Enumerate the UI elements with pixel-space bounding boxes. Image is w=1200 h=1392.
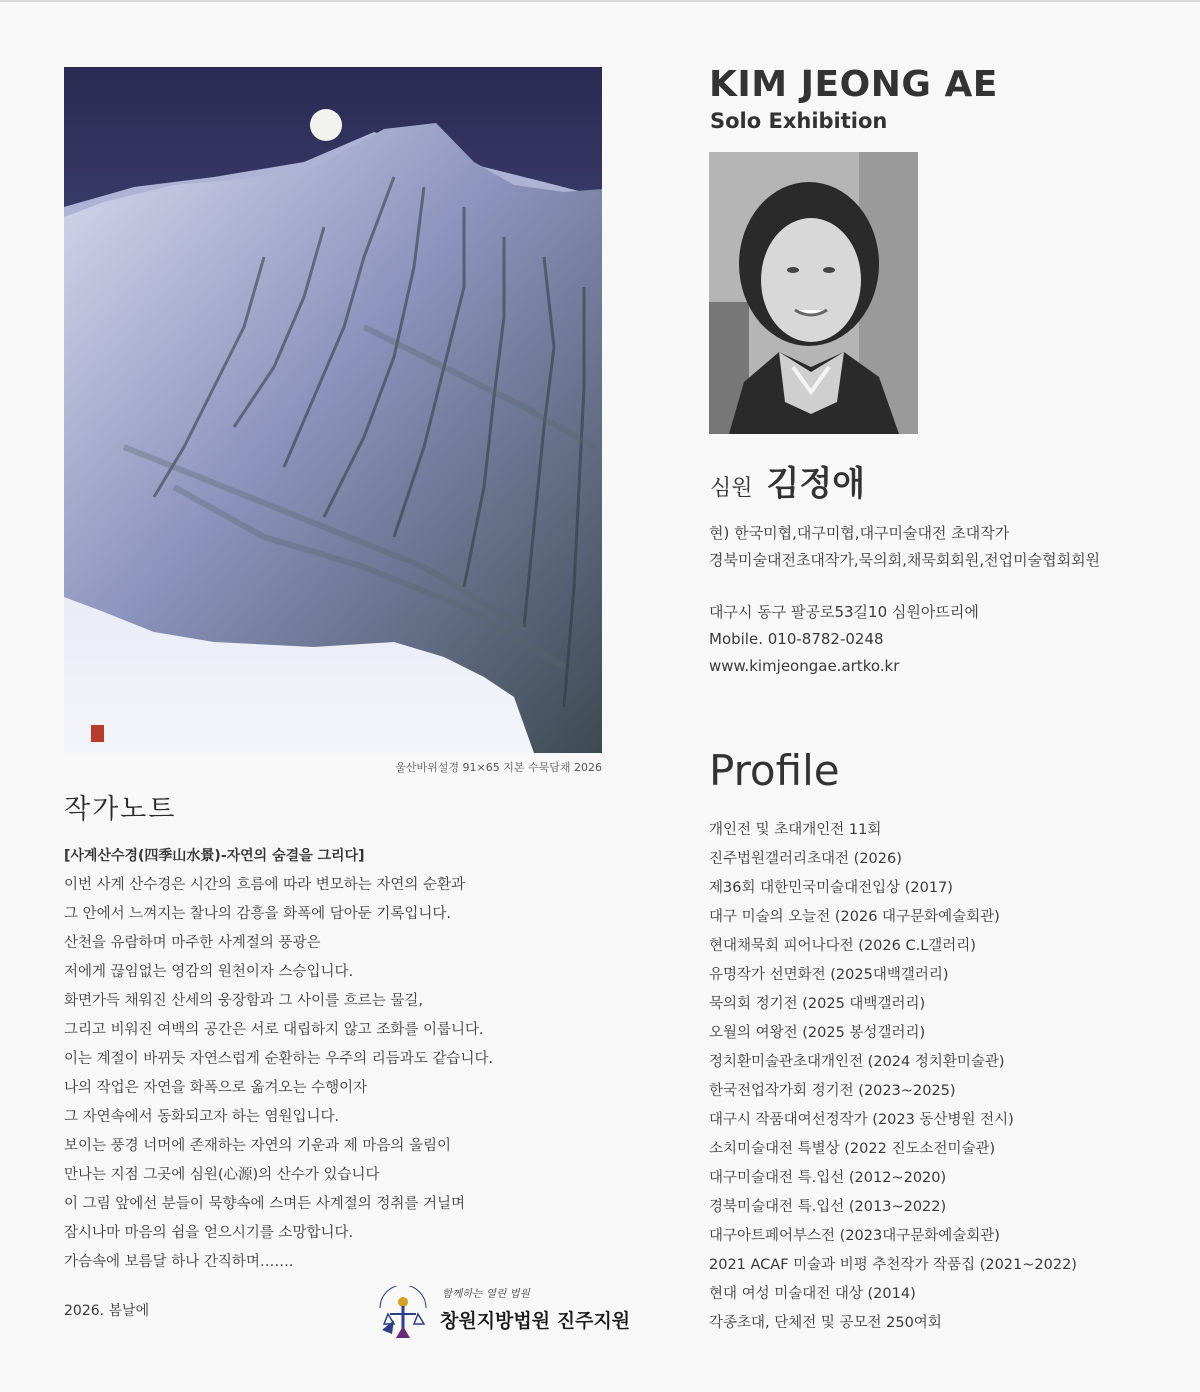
profile-item: 제36회 대한민국미술대전입상 (2017) <box>709 880 953 896</box>
profile-item: 진주법원갤러리초대전 (2026) <box>709 851 902 867</box>
seal-stamp <box>91 725 104 742</box>
profile-item: 오월의 여왕전 (2025 봉성갤러리) <box>709 1025 926 1041</box>
note-line: 만나는 지점 그곳에 심원(心源)의 산수가 있습니다 <box>64 1167 380 1183</box>
note-heading: [사계산수경(四季山水景)-자연의 숨결을 그리다] <box>64 848 365 864</box>
artist-photo <box>709 152 918 434</box>
role-line: 경북미술대전초대작가,묵의회,채묵회회원,전업미술협회회원 <box>709 551 1101 569</box>
painting-image <box>64 67 602 753</box>
artist-pen-name: 심원 <box>710 476 753 501</box>
profile-item: 유명작가 선면화전 (2025대백갤러리) <box>709 967 949 983</box>
artist-name <box>710 456 865 505</box>
note-line: 나의 작업은 자연을 화폭으로 옮겨오는 수행이자 <box>64 1080 368 1096</box>
profile-item: 대구미술대전 특.입선 (2012~2020) <box>709 1170 947 1186</box>
profile-item: 대구 미술의 오늘전 (2026 대구문화예술회관) <box>709 909 1000 925</box>
profile-item: 대구아트페어부스전 (2023대구문화예술회관) <box>709 1228 1000 1244</box>
note-line: 저에게 끊임없는 영감의 원천이자 스승입니다. <box>64 964 354 980</box>
profile-item: 경북미술대전 특.입선 (2013~2022) <box>709 1199 947 1215</box>
note-line: 보이는 풍경 너머에 존재하는 자연의 기운과 제 마음의 울림이 <box>64 1138 452 1154</box>
court-logo <box>374 1284 674 1344</box>
contact-address: 대구시 동구 팔공로53길10 심원아뜨리에 <box>709 603 979 621</box>
role-line: 현) 한국미협,대구미협,대구미술대전 초대작가 <box>709 524 1010 542</box>
exhibition-title: KIM JEONG AE <box>709 64 998 105</box>
note-date: 2026. 봄날에 <box>64 1303 150 1319</box>
profile-item: 현대 여성 미술대전 대상 (2014) <box>709 1286 916 1302</box>
profile-item: 정치환미술관초대개인전 (2024 정치환미술관) <box>709 1054 1005 1070</box>
note-line: 가슴속에 보름달 하나 간직하며……. <box>64 1254 294 1270</box>
artist-contact <box>709 599 979 680</box>
profile-item: 각종초대, 단체전 및 공모전 250여회 <box>709 1315 942 1331</box>
profile-item: 대구시 작품대여선정작가 (2023 동산병원 전시) <box>709 1112 1014 1128</box>
artist-roles <box>709 520 1100 574</box>
exhibition-subtitle: Solo Exhibition <box>710 109 888 133</box>
note-line: 이는 계절이 바뀌듯 자연스럽게 순환하는 우주의 리듬과도 같습니다. <box>64 1051 494 1067</box>
note-line: 이 그림 앞에선 분들이 묵향속에 스며든 사계절의 정취를 거닐며 <box>64 1196 466 1212</box>
profile-item: 소치미술대전 특별상 (2022 진도소전미술관) <box>709 1141 996 1157</box>
profile-item: 2021 ACAF 미술과 비평 추천작가 작품집 (2021~2022) <box>709 1257 1077 1273</box>
note-line: 산천을 유람하며 마주한 사계절의 풍광은 <box>64 935 321 951</box>
note-line: 그 안에서 느껴지는 찰나의 감흥을 화폭에 담아둔 기록입니다. <box>64 906 452 922</box>
court-slogan: 함께하는 열린 법원 <box>442 1288 530 1300</box>
profile-item: 한국전업작가회 정기전 (2023~2025) <box>709 1083 956 1099</box>
profile-item: 개인전 및 초대개인전 11회 <box>709 822 882 838</box>
profile-list <box>709 816 1077 1338</box>
artist-name-ko: 김정애 <box>766 464 866 504</box>
profile-item: 묵의회 정기전 (2025 대백갤러리) <box>709 996 926 1012</box>
note-title: 작가노트 <box>64 794 177 825</box>
note-line: 화면가득 채워진 산세의 웅장함과 그 사이를 흐르는 물길, <box>64 993 424 1009</box>
note-line: 잠시나마 마음의 쉼을 얻으시기를 소망합니다. <box>64 1225 354 1241</box>
contact-website[interactable]: www.kimjeongae.artko.kr <box>709 657 900 675</box>
court-emblem-icon <box>374 1286 432 1342</box>
note-body <box>64 871 604 1277</box>
court-name: 창원지방법원 진주지원 <box>440 1310 631 1332</box>
painting-caption: 울산바위설경 91×65 지본 수묵담채 2026 <box>395 761 602 774</box>
profile-heading: Profile <box>709 746 840 795</box>
contact-mobile: Mobile. 010-8782-0248 <box>709 630 884 648</box>
profile-item: 현대채묵회 피어나다전 (2026 C.L갤러리) <box>709 938 976 954</box>
note-line: 그리고 비워진 여백의 공간은 서로 대립하지 않고 조화를 이룹니다. <box>64 1022 484 1038</box>
note-line: 그 자연속에서 동화되고자 하는 염원입니다. <box>64 1109 340 1125</box>
top-divider <box>0 0 1200 2</box>
moon-shape <box>310 109 342 141</box>
note-line: 이번 사계 산수경은 시간의 흐름에 따라 변모하는 자연의 순환과 <box>64 877 466 893</box>
